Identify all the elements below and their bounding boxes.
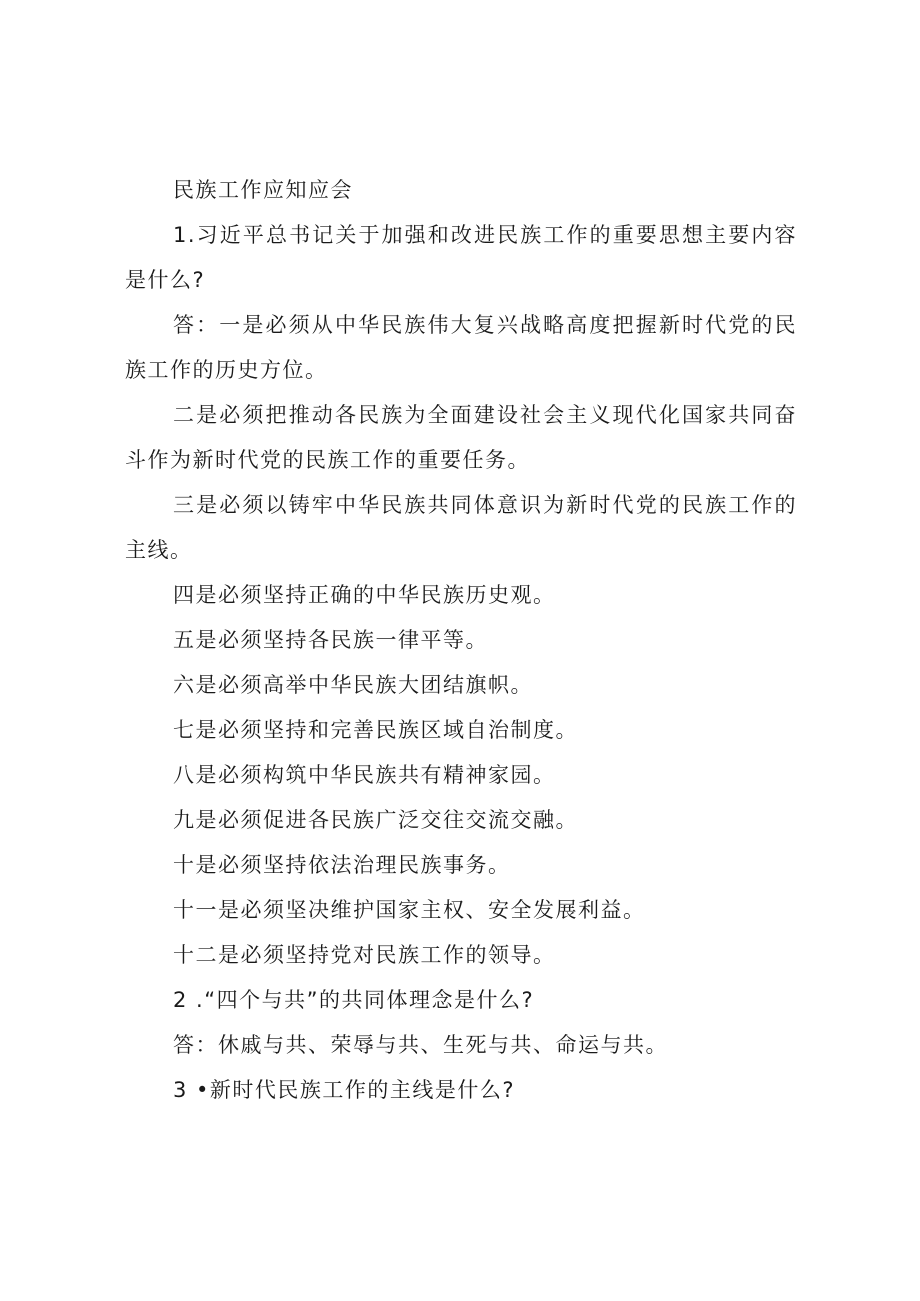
- answer-1-item-3: 三是必须以铸牢中华民族共同体意识为新时代党的民族工作的主线。: [125, 493, 797, 562]
- answer-1-item-5: 五是必须坚持各民族一律平等。: [173, 628, 488, 652]
- answer-1-item-10: 十是必须坚持依法治理民族事务。: [173, 853, 511, 877]
- answer-1-item-8: 八是必须构筑中华民族共有精神家园。: [173, 763, 556, 787]
- answer-1-item-11: 十一是必须坚决维护国家主权、安全发展利益。: [173, 898, 646, 922]
- answer-1-item-1: 答：一是必须从中华民族伟大复兴战略高度把握新时代党的民族工作的历史方位。: [125, 313, 797, 382]
- answer-1-item-6: 六是必须高举中华民族大团结旗帜。: [173, 673, 533, 697]
- question-2: 2 .“四个与共”的共同体理念是什么?: [173, 988, 535, 1012]
- question-1: 1.习近平总书记关于加强和改进民族工作的重要思想主要内容是什么?: [125, 223, 797, 292]
- question-3: 3 •新时代民族工作的主线是什么?: [173, 1078, 516, 1102]
- answer-2: 答：休戚与共、荣辱与共、生死与共、命运与共。: [173, 1033, 668, 1057]
- answer-1-item-12: 十二是必须坚持党对民族工作的领导。: [173, 943, 556, 967]
- answer-1-item-2: 二是必须把推动各民族为全面建设社会主义现代化国家共同奋斗作为新时代党的民族工作的重要任务。: [125, 403, 797, 472]
- answer-1-item-4: 四是必须坚持正确的中华民族历史观。: [173, 583, 556, 607]
- answer-1-item-7: 七是必须坚持和完善民族区域自治制度。: [173, 718, 578, 742]
- document-body: [125, 168, 797, 1113]
- document-title: 民族工作应知应会: [173, 178, 353, 202]
- answer-1-item-9: 九是必须促进各民族广泛交往交流交融。: [173, 808, 578, 832]
